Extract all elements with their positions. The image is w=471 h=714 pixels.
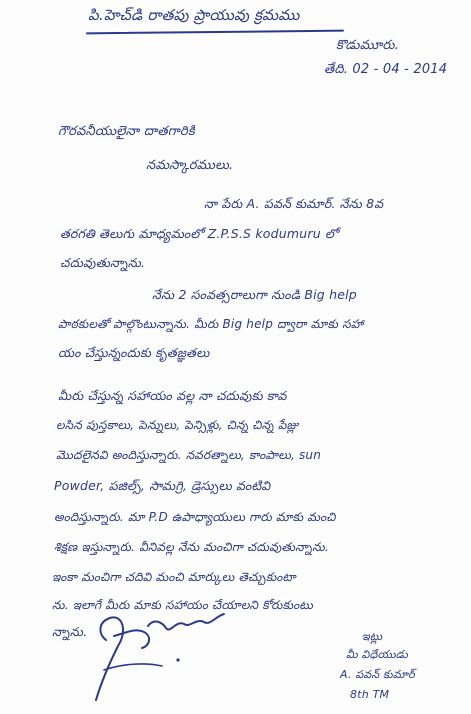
closing: ఇట్లు [362, 630, 383, 643]
closing-words: మీ విధేయుడు [346, 648, 408, 661]
body-line: పాఠకులతో పాల్గొంటున్నాను. మీరు Big help ద్వారా మాకు సహా [58, 317, 364, 331]
body-line: ను. ఇలాగే మీరు మాకు సహాయం చేయాలని కోరుకుంటు [52, 598, 313, 612]
signature-image [92, 606, 232, 706]
letter-date: తేది. 02 - 04 - 2014 [324, 62, 448, 77]
body-line: చదువుతున్నాను. [60, 255, 146, 270]
body-line: లసిన పుస్తకాలు, పెన్నులు, పెన్సిళ్లు, చిన్న చిన్న పేజ్లు [56, 418, 299, 432]
body-line: మొదలైనవి అందిస్తున్నారు. నవరత్నాలు, కాంపాలు, sun [56, 448, 322, 462]
body-line: న్నాను. [52, 624, 88, 639]
title-underline [86, 30, 344, 35]
body-line: యం చేస్తున్నందుకు కృతజ్ఞతలు [58, 345, 210, 360]
letter-title: పి.హెచ్‌డి రాతపు ప్రాయువు క్రమము [88, 6, 300, 24]
body-line: నేను 2 సంవత్సరాలుగా నుండి Big help [152, 287, 357, 302]
letter-place: కొడుమూరు. [336, 38, 400, 53]
body-line: ఇంకా మంచిగా చదివి మంచి మార్కులు తెచ్చుకుంటా [52, 570, 296, 584]
author-name: A. పవన్ కుమార్ [340, 668, 415, 681]
body-line: Powder, పజిల్స్, సామగ్రి, డ్రెస్సులు వంటివి [54, 478, 271, 493]
body-line: నా పేరు A. పవన్ కుమార్. నేను 8వ [204, 196, 384, 211]
greeting: నమస్కారములు. [146, 158, 234, 173]
body-line: అందిస్తున్నారు. మా P.D ఉపాధ్యాయులు గారు మాకు మంచి [54, 510, 336, 524]
salutation: గౌరవనీయులైనా దాతగారికి [58, 124, 195, 139]
body-line: మీరు చేస్తున్న సహాయం వల్ల నా చదువుకు కావ [58, 388, 287, 403]
author-class: 8th TM [350, 688, 390, 701]
body-line: తరగతి తెలుగు మాధ్యమంలో Z.P.S.S kodumuru లో [60, 226, 339, 241]
body-line: శిక్షణ ఇస్తున్నారు. వీనివల్ల నేను మంచిగా చదువుతున్నాను. [54, 540, 329, 554]
